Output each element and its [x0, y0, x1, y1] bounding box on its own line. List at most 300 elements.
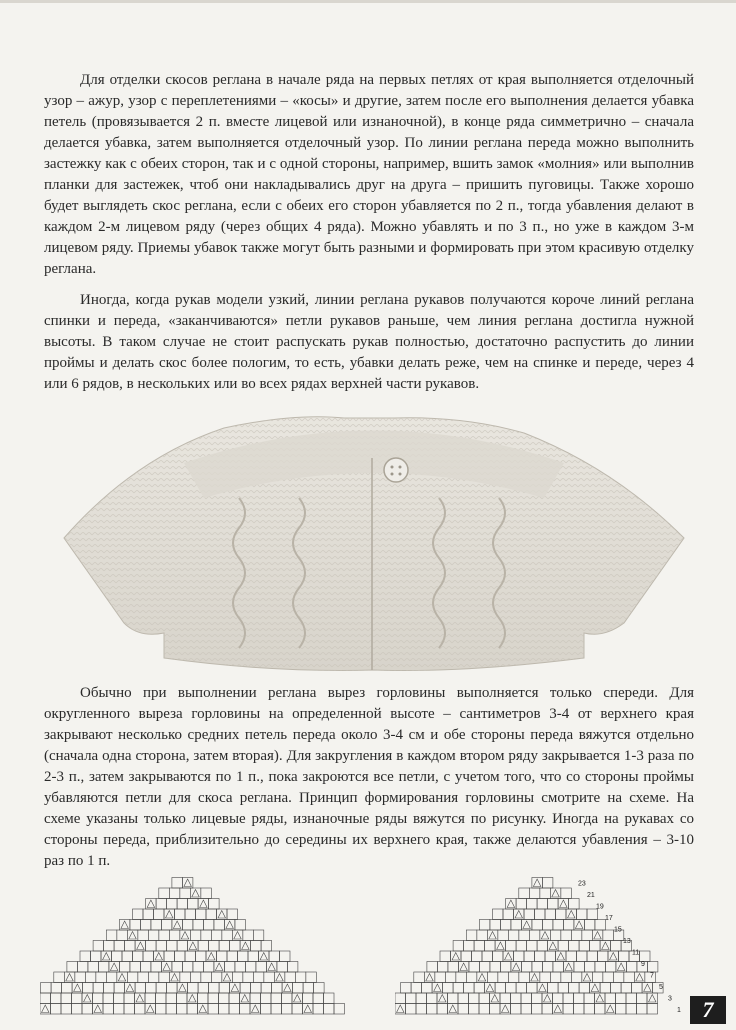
chart-cell [537, 941, 548, 952]
chart-cell [51, 1004, 62, 1015]
chart-cell [437, 1004, 448, 1015]
chart-cell [40, 993, 51, 1004]
chart-cell [159, 972, 170, 983]
paragraph-narrow-sleeve: Иногда, когда рукав модели узкий, линии реглана рукавов получаются короче линий реглана спинки и переда, «заканчиваются» петли рукавов раньше, чем линия реглана достигла нужной высоты. В таком случае не стоит распускать рукав полностью, достаточно распустить до линии проймы и делать скос более пологим, то есть, убавки делать реже, чем на спинке и переде, через 4 или 6 рядов, в нескольких или во всех рядах верхней части рукавов. [44, 292, 694, 392]
chart-cell [647, 962, 658, 973]
decrease-symbol [294, 995, 302, 1003]
decrease-symbol [242, 942, 250, 950]
chart-cell [122, 951, 133, 962]
chart-cell [75, 972, 86, 983]
chart-cell [135, 983, 146, 994]
chart-cell [445, 972, 456, 983]
decrease-symbol [636, 974, 644, 982]
chart-cell [156, 941, 167, 952]
decrease-symbol [489, 932, 497, 940]
decrease-symbol [252, 1005, 260, 1013]
chart-cell [437, 962, 448, 973]
chart-cell [261, 993, 272, 1004]
chart-cell [540, 888, 551, 899]
chart-cell [151, 962, 162, 973]
chart-cell [516, 941, 527, 952]
top-edge [0, 0, 736, 3]
chart-cell [527, 983, 538, 994]
chart-cell [93, 983, 104, 994]
decrease-symbol [554, 1005, 562, 1013]
chart-cell [54, 972, 65, 983]
chart-cell [516, 983, 527, 994]
chart-cell [550, 930, 561, 941]
chart-cell [261, 941, 272, 952]
chart-cell [172, 962, 183, 973]
chart-cell [114, 993, 125, 1004]
chart-cell [621, 983, 632, 994]
chart-cell [616, 1004, 627, 1015]
chart-cell [198, 941, 209, 952]
chart-cell [395, 993, 406, 1004]
chart-cell [466, 930, 477, 941]
chart-cell [208, 1004, 219, 1015]
chart-cell [114, 941, 125, 952]
chart-cell [224, 962, 235, 973]
chart-cell [406, 993, 417, 1004]
chart-cell [474, 983, 485, 994]
chart-cell [406, 1004, 417, 1015]
chart-cell [72, 993, 83, 1004]
decrease-symbol [147, 1005, 155, 1013]
chart-row-label: 11 [632, 949, 640, 957]
chart-cell [154, 909, 165, 920]
chart-row-label: 15 [614, 926, 622, 934]
chart-cell [114, 983, 125, 994]
chart-cell [487, 972, 498, 983]
chart-cell [314, 983, 325, 994]
chart-cell [138, 930, 149, 941]
chart-cell [185, 909, 196, 920]
chart-cell [535, 909, 546, 920]
decrease-symbol [284, 984, 292, 992]
chart-cell [521, 1004, 532, 1015]
decrease-symbol [74, 984, 82, 992]
chart-cell [527, 899, 538, 910]
chart-cell [561, 888, 572, 899]
chart-cell [227, 951, 238, 962]
decrease-symbol [644, 984, 652, 992]
chart-cell [540, 972, 551, 983]
decrease-symbol [42, 1005, 50, 1013]
chart-cell [458, 1004, 469, 1015]
decrease-symbol [103, 953, 111, 961]
paragraph-neckline: Обычно при выполнении реглана вырез горловины выполняется только спереди. Для округленного выреза горловины на определенной высоте – сантиметров 3-4 от верхнего края закрывают несколько средних петель переда около 3-4 см и обе стороны переда вяжутся отдельно (сначала одна сторона, затем вторая). Для закругления в каждом втором ряду закрывается 1-3 раза по 2-3 п., затем закрываются по 1 п., пока закроются все петли, с учетом того, что со стороны проймы убавляются петли для скоса реглана. Принцип формирования горловины смотрите на схеме. На схеме указаны только лицевые ряды, изнаночные ряды вяжутся по рисунку. Иногда на рукавах со стороны переда, приблизительно до середины их верхнего края, также делаются убавления – 3-10 раз по 1 п. [44, 685, 694, 869]
chart-row-label: 21 [587, 892, 595, 899]
decrease-symbol [497, 942, 505, 950]
decrease-symbol [486, 984, 494, 992]
decrease-symbol [304, 1005, 312, 1013]
chart-cell [584, 920, 595, 931]
chart-cell [272, 983, 283, 994]
chart-cell [500, 920, 511, 931]
decrease-symbol [268, 963, 276, 971]
chart-cell [624, 972, 635, 983]
chart-cell [167, 983, 178, 994]
chart-cell [250, 993, 261, 1004]
decrease-symbol [231, 984, 239, 992]
chart-cell [114, 1004, 125, 1015]
decrease-symbol [557, 953, 565, 961]
chart-cell [261, 983, 272, 994]
chart-cell [605, 993, 616, 1004]
decrease-symbol [602, 942, 610, 950]
decrease-symbol [276, 974, 284, 982]
decrease-symbol [502, 1005, 510, 1013]
chart-cell [506, 983, 516, 994]
chart-cell [498, 972, 509, 983]
chart-cell [498, 930, 509, 941]
chart-row-label: 19 [596, 903, 604, 911]
chart-cell [135, 1004, 146, 1015]
chart-cell [238, 951, 249, 962]
chart-cell [124, 1004, 135, 1015]
chart-cell [235, 920, 246, 931]
chart-cell [416, 1004, 427, 1015]
chart-cell [253, 930, 263, 941]
chart-cell [140, 962, 151, 973]
chart-cell [211, 930, 222, 941]
chart-cell [133, 909, 144, 920]
decrease-symbol [512, 963, 520, 971]
chart-cell [637, 993, 648, 1004]
decrease-symbol [594, 932, 602, 940]
chart-cell [569, 941, 580, 952]
chart-cell [140, 920, 151, 931]
decrease-symbol [449, 1005, 457, 1013]
chart-cell [156, 983, 167, 994]
chart-cell [227, 909, 238, 920]
chart-cell [103, 1004, 114, 1015]
chart-cell [605, 962, 616, 973]
chart-cell [187, 1004, 198, 1015]
decrease-symbol [478, 974, 486, 982]
chart-cell [577, 909, 588, 920]
chart-cell [514, 951, 525, 962]
chart-cell [124, 993, 135, 1004]
chart-cell [83, 983, 94, 994]
decrease-symbol [397, 1005, 405, 1013]
chart-cell [285, 972, 296, 983]
chart-cell [245, 962, 256, 973]
chart-cell [529, 930, 540, 941]
chart-cell [93, 993, 104, 1004]
chart-cell [577, 951, 588, 962]
decrease-symbol [226, 921, 234, 929]
chart-cell [466, 972, 477, 983]
chart-cell [230, 941, 241, 952]
chart-cell [167, 941, 178, 952]
chart-cell [545, 909, 556, 920]
page-number: 7 [690, 996, 726, 1024]
chart-cell [521, 962, 532, 973]
chart-cell [416, 993, 427, 1004]
chart-cell [219, 983, 230, 994]
decrease-symbol [549, 942, 557, 950]
chart-cell [61, 1004, 72, 1015]
chart-cell [542, 962, 553, 973]
decrease-symbol [575, 921, 583, 929]
chart-cell [146, 983, 157, 994]
chart-row-label: 5 [659, 984, 663, 991]
decrease-symbol [147, 900, 155, 908]
chart-cell [85, 972, 96, 983]
chart-cell [80, 951, 91, 962]
chart-cell [524, 909, 535, 920]
chart-cell [587, 909, 598, 920]
chart-cell [532, 1004, 543, 1015]
decrease-symbol [533, 879, 541, 887]
chart-cell [293, 983, 304, 994]
chart-cell [106, 972, 117, 983]
decrease-symbol [155, 953, 163, 961]
decrease-symbol [505, 953, 513, 961]
chart-cell [561, 972, 572, 983]
chart-cell [414, 972, 425, 983]
chart-cell [256, 962, 267, 973]
chart-cell [156, 993, 167, 1004]
chart-cell [103, 993, 114, 1004]
chart-cell [196, 951, 207, 962]
knitted-bolero-photo [44, 388, 694, 678]
chart-cell [313, 993, 324, 1004]
chart-cell [506, 941, 516, 952]
chart-cell [324, 1004, 335, 1015]
chart-cell [464, 941, 475, 952]
chart-cell [563, 993, 574, 1004]
decrease-symbol [166, 911, 174, 919]
paragraph-raglan-finishing: Для отделки скосов реглана в начале ряда на первых петлях от края выполняется отделочный узор – ажур, узор с переплетениями – «косы» и другие, затем после его выполнения делается убавка петель (провязывается 2 п. вместе лицевой или изнаночной), в конце ряда симметрично – сначала делается убавка, затем выполняется отделочный узор. По линии реглана переда можно выполнить застежку как с обеих сторон, так и с одной стороны, например, вшить замок «молния» или выполнив планки для застежек, чтоб они накладывались друг на друга – пришить пуговицы. Также хорошо будет выглядеть скос реглана, если с обеих его сторон убавляется по 2 п., тогда убавления делают в каждом 2-м лицевом ряду (через общих 4 ряда). Можно убавлять и по 3 п., но уже в каждом 3-м лицевом ряду. Приемы убавок также могут быть разными и формировать при этом красивую отделку реглана. [44, 72, 694, 277]
decrease-symbol [136, 995, 144, 1003]
chart-cell [619, 951, 630, 962]
chart-cell [51, 993, 62, 1004]
chart-row-label: 13 [623, 938, 631, 945]
decrease-symbol [544, 995, 552, 1003]
chart-cell [93, 941, 104, 952]
chart-cell [261, 1004, 272, 1015]
chart-cell [222, 930, 233, 941]
decrease-symbol [460, 963, 468, 971]
chart-cell [595, 920, 606, 931]
chart-cell [240, 1004, 251, 1015]
chart-cell [177, 1004, 188, 1015]
chart-cell [324, 993, 335, 1004]
chart-cell [469, 993, 480, 1004]
chart-cell [579, 941, 590, 952]
chart-cell [188, 899, 199, 910]
decrease-symbol [234, 932, 242, 940]
chart-cell [201, 888, 212, 899]
chart-cell [603, 972, 614, 983]
decrease-symbol [583, 974, 591, 982]
chart-cell [287, 962, 298, 973]
chart-cell [574, 1004, 585, 1015]
chart-cell [264, 972, 275, 983]
decrease-symbol [439, 995, 447, 1003]
decrease-symbol [241, 995, 249, 1003]
chart-cell [61, 993, 72, 1004]
chart-cell [229, 993, 240, 1004]
decrease-symbol [192, 890, 200, 898]
chart-cell [469, 962, 480, 973]
chart-cell [169, 930, 180, 941]
chart-cell [626, 993, 637, 1004]
decrease-symbol [137, 942, 145, 950]
chart-cell [427, 962, 438, 973]
chart-cell [62, 983, 73, 994]
chart-cell [169, 888, 180, 899]
chart-cell [240, 983, 251, 994]
chart-cell [201, 930, 212, 941]
decrease-symbol [179, 984, 187, 992]
decrease-symbol [426, 974, 434, 982]
chart-cell [479, 993, 490, 1004]
chart-cell [453, 983, 464, 994]
chart-cell [548, 899, 559, 910]
chart-row-label: 17 [605, 915, 613, 922]
chart-cell [427, 1004, 438, 1015]
chart-cell [529, 888, 540, 899]
chart-cell [334, 1004, 345, 1015]
chart-cell [138, 972, 149, 983]
neckline-chart-right [395, 868, 690, 1016]
chart-cell [556, 909, 567, 920]
chart-cell [561, 930, 572, 941]
chart-cell [190, 930, 201, 941]
chart-cell [214, 920, 225, 931]
decrease-symbol [189, 995, 197, 1003]
chart-cell [448, 962, 459, 973]
chart-cell [243, 930, 254, 941]
decrease-symbol [568, 911, 576, 919]
chart-cell [219, 993, 230, 1004]
chart-cell [148, 930, 159, 941]
chart-cell [640, 951, 651, 962]
chart-cell [448, 993, 459, 1004]
chart-cell [133, 951, 144, 962]
chart-cell [474, 941, 485, 952]
chart-cell [253, 972, 263, 983]
chart-cell [542, 878, 553, 889]
chart-row-label: 23 [578, 880, 586, 888]
chart-cell [182, 920, 193, 931]
chart-cell [493, 951, 504, 962]
chart-cell [208, 993, 219, 1004]
decrease-symbol [260, 953, 268, 961]
chart-cell [590, 941, 601, 952]
chart-cell [587, 951, 598, 962]
chart-cell [598, 951, 609, 962]
chart-cell [422, 983, 433, 994]
decrease-symbol [94, 1005, 102, 1013]
chart-cell [295, 972, 306, 983]
decrease-symbol [84, 995, 92, 1003]
decrease-symbol [491, 995, 499, 1003]
decrease-symbol [560, 900, 568, 908]
decrease-symbol [515, 911, 523, 919]
chart-cell [106, 930, 117, 941]
chart-cell [145, 993, 156, 1004]
chart-cell [282, 1004, 293, 1015]
chart-cell [98, 962, 109, 973]
chart-cell [196, 909, 207, 920]
chart-cell [161, 920, 172, 931]
decrease-symbol [617, 963, 625, 971]
chart-cell [563, 1004, 574, 1015]
chart-cell [277, 962, 288, 973]
chart-cell [461, 951, 472, 962]
chart-cell [82, 1004, 93, 1015]
chart-cell [595, 962, 606, 973]
chart-cell [185, 951, 196, 962]
chart-cell [569, 983, 580, 994]
chart-cell [479, 962, 490, 973]
decrease-symbol [66, 974, 74, 982]
chart-cell [209, 899, 220, 910]
decrease-symbol [173, 921, 181, 929]
chart-cell [435, 972, 446, 983]
chart-cell [495, 983, 506, 994]
chart-cell [77, 962, 88, 973]
chart-cell [626, 1004, 637, 1015]
chart-cell [490, 962, 501, 973]
chart-cell [632, 983, 643, 994]
chart-cell [553, 920, 564, 931]
chart-cell [127, 972, 138, 983]
chart-cell [626, 962, 637, 973]
chart-cell [493, 909, 504, 920]
chart-cell [292, 1004, 303, 1015]
chart-cell [203, 920, 214, 931]
chart-cell [232, 972, 243, 983]
chart-cell [571, 972, 582, 983]
chart-cell [535, 951, 546, 962]
chart-cell [558, 983, 569, 994]
chart-cell [566, 951, 577, 962]
chart-cell [280, 951, 291, 962]
chart-cell [469, 1004, 480, 1015]
chart-cell [532, 962, 543, 973]
chart-cell [201, 972, 212, 983]
chart-cell [563, 920, 574, 931]
chart-cell [182, 962, 193, 973]
chart-cell [519, 888, 530, 899]
decrease-symbol [649, 995, 657, 1003]
decrease-symbol [591, 984, 599, 992]
chart-cell [637, 1004, 648, 1015]
decrease-symbol [200, 900, 208, 908]
chart-cell [611, 983, 622, 994]
chart-cell [485, 941, 496, 952]
chart-cell [180, 888, 191, 899]
chart-cell [553, 993, 564, 1004]
chart-cell [67, 962, 78, 973]
chart-cell [427, 993, 438, 1004]
chart-cell [175, 951, 186, 962]
chart-cell [537, 899, 548, 910]
button-icon [384, 458, 408, 482]
chart-cell [51, 983, 62, 994]
chart-cell [159, 888, 170, 899]
chart-cell [482, 951, 493, 962]
chart-cell [159, 930, 170, 941]
chart-cell [217, 951, 228, 962]
chart-cell [190, 972, 201, 983]
